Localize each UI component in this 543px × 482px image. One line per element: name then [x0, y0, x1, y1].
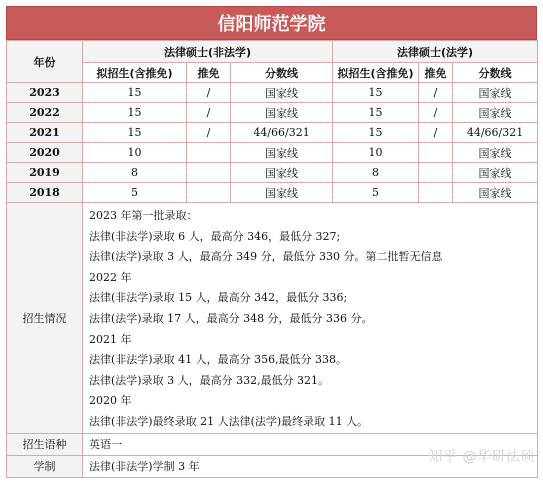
- cell-a-plan: 8: [83, 163, 187, 183]
- cell-a-score: 国家线: [231, 103, 333, 123]
- cell-b-score: 国家线: [453, 103, 538, 123]
- table-row: [7, 83, 538, 103]
- table-row: [7, 143, 538, 163]
- info-line: 2021 年: [89, 332, 132, 346]
- cell-a-tm: [187, 183, 231, 203]
- header-tuimian-b: 推免: [419, 63, 453, 83]
- cell-b-tm: /: [419, 123, 453, 143]
- cell-a-score: 国家线: [231, 183, 333, 203]
- cell-b-plan: 10: [333, 143, 419, 163]
- header-year: 年份: [7, 41, 83, 83]
- year-cell: 2022: [7, 103, 83, 123]
- cell-a-score: 国家线: [231, 143, 333, 163]
- cell-b-tm: [419, 163, 453, 183]
- info-line: 法律(法学)录取 17 人，最高分 348 分，最低分 336 分。: [89, 311, 373, 325]
- cell-a-plan: 5: [83, 183, 187, 203]
- cell-a-plan: 10: [83, 143, 187, 163]
- duration-value: 法律(非法学)学制 3 年: [83, 455, 538, 477]
- year-cell: 2021: [7, 123, 83, 143]
- info-content: [83, 203, 538, 434]
- cell-a-score: 国家线: [231, 163, 333, 183]
- info-line: 2020 年: [89, 394, 132, 408]
- page-title: 信阳师范学院: [6, 6, 537, 40]
- info-line: 法律(非法学)录取 6 人，最高分 346，最低分 327;: [89, 229, 341, 243]
- cell-b-score: 国家线: [453, 83, 538, 103]
- cell-b-tm: [419, 143, 453, 163]
- admission-table-container: [6, 6, 537, 478]
- cell-b-tm: /: [419, 83, 453, 103]
- year-cell: 2023: [7, 83, 83, 103]
- header-plan-b: 拟招生(含推免): [333, 63, 419, 83]
- year-cell: 2019: [7, 163, 83, 183]
- info-line: 法律(非法学)最终录取 21 人法律(法学)最终录取 11 人。: [89, 414, 369, 428]
- header-row-groups: [7, 41, 538, 63]
- watermark: 知乎 @华研法硕: [428, 449, 535, 465]
- language-label: 招生语种: [7, 433, 83, 455]
- header-group-law: 法律硕士(法学): [333, 41, 538, 63]
- cell-a-tm: /: [187, 103, 231, 123]
- cell-b-plan: 8: [333, 163, 419, 183]
- cell-a-tm: [187, 143, 231, 163]
- header-tuimian-a: 推免: [187, 63, 231, 83]
- cell-a-plan: 15: [83, 83, 187, 103]
- cell-b-score: 国家线: [453, 143, 538, 163]
- info-line: 法律(法学)录取 3 人，最高分 349 分，最低分 330 分。第二批暂无信息: [89, 250, 443, 264]
- year-cell: 2018: [7, 183, 83, 203]
- cell-a-tm: [187, 163, 231, 183]
- cell-b-score: 44/66/321: [453, 123, 538, 143]
- info-line: 法律(非法学)录取 41 人，最高分 356,最低分 338。: [89, 353, 348, 367]
- cell-b-score: 国家线: [453, 163, 538, 183]
- table-row: [7, 103, 538, 123]
- table-row: [7, 163, 538, 183]
- header-plan-a: 拟招生(含推免): [83, 63, 187, 83]
- cell-b-score: 国家线: [453, 183, 538, 203]
- info-line: 法律(法学)录取 3 人，最高分 332,最低分 321。: [89, 373, 330, 387]
- duration-label: 学制: [7, 455, 83, 477]
- cell-b-plan: 15: [333, 103, 419, 123]
- cell-a-score: 44/66/321: [231, 123, 333, 143]
- info-line: 法律(非法学)录取 15 人，最高分 342，最低分 336;: [89, 291, 348, 305]
- info-line: 2022 年: [89, 270, 132, 284]
- header-score-a: 分数线: [231, 63, 333, 83]
- info-label: 招生情况: [7, 203, 83, 434]
- cell-a-tm: /: [187, 123, 231, 143]
- cell-b-tm: /: [419, 103, 453, 123]
- cell-b-plan: 15: [333, 83, 419, 103]
- cell-a-plan: 15: [83, 123, 187, 143]
- year-cell: 2020: [7, 143, 83, 163]
- language-value: 英语一: [83, 433, 538, 455]
- cell-b-plan: 15: [333, 123, 419, 143]
- cell-a-tm: /: [187, 83, 231, 103]
- cell-b-tm: [419, 183, 453, 203]
- info-line: 2023 年第一批录取：: [89, 209, 198, 222]
- header-group-non-law: 法律硕士(非法学): [83, 41, 333, 63]
- admission-table: [6, 40, 538, 478]
- table-row: [7, 183, 538, 203]
- header-row-columns: [7, 63, 538, 83]
- cell-a-plan: 15: [83, 103, 187, 123]
- cell-b-plan: 5: [333, 183, 419, 203]
- header-score-b: 分数线: [453, 63, 538, 83]
- cell-a-score: 国家线: [231, 83, 333, 103]
- info-row: [7, 203, 538, 434]
- table-row: [7, 123, 538, 143]
